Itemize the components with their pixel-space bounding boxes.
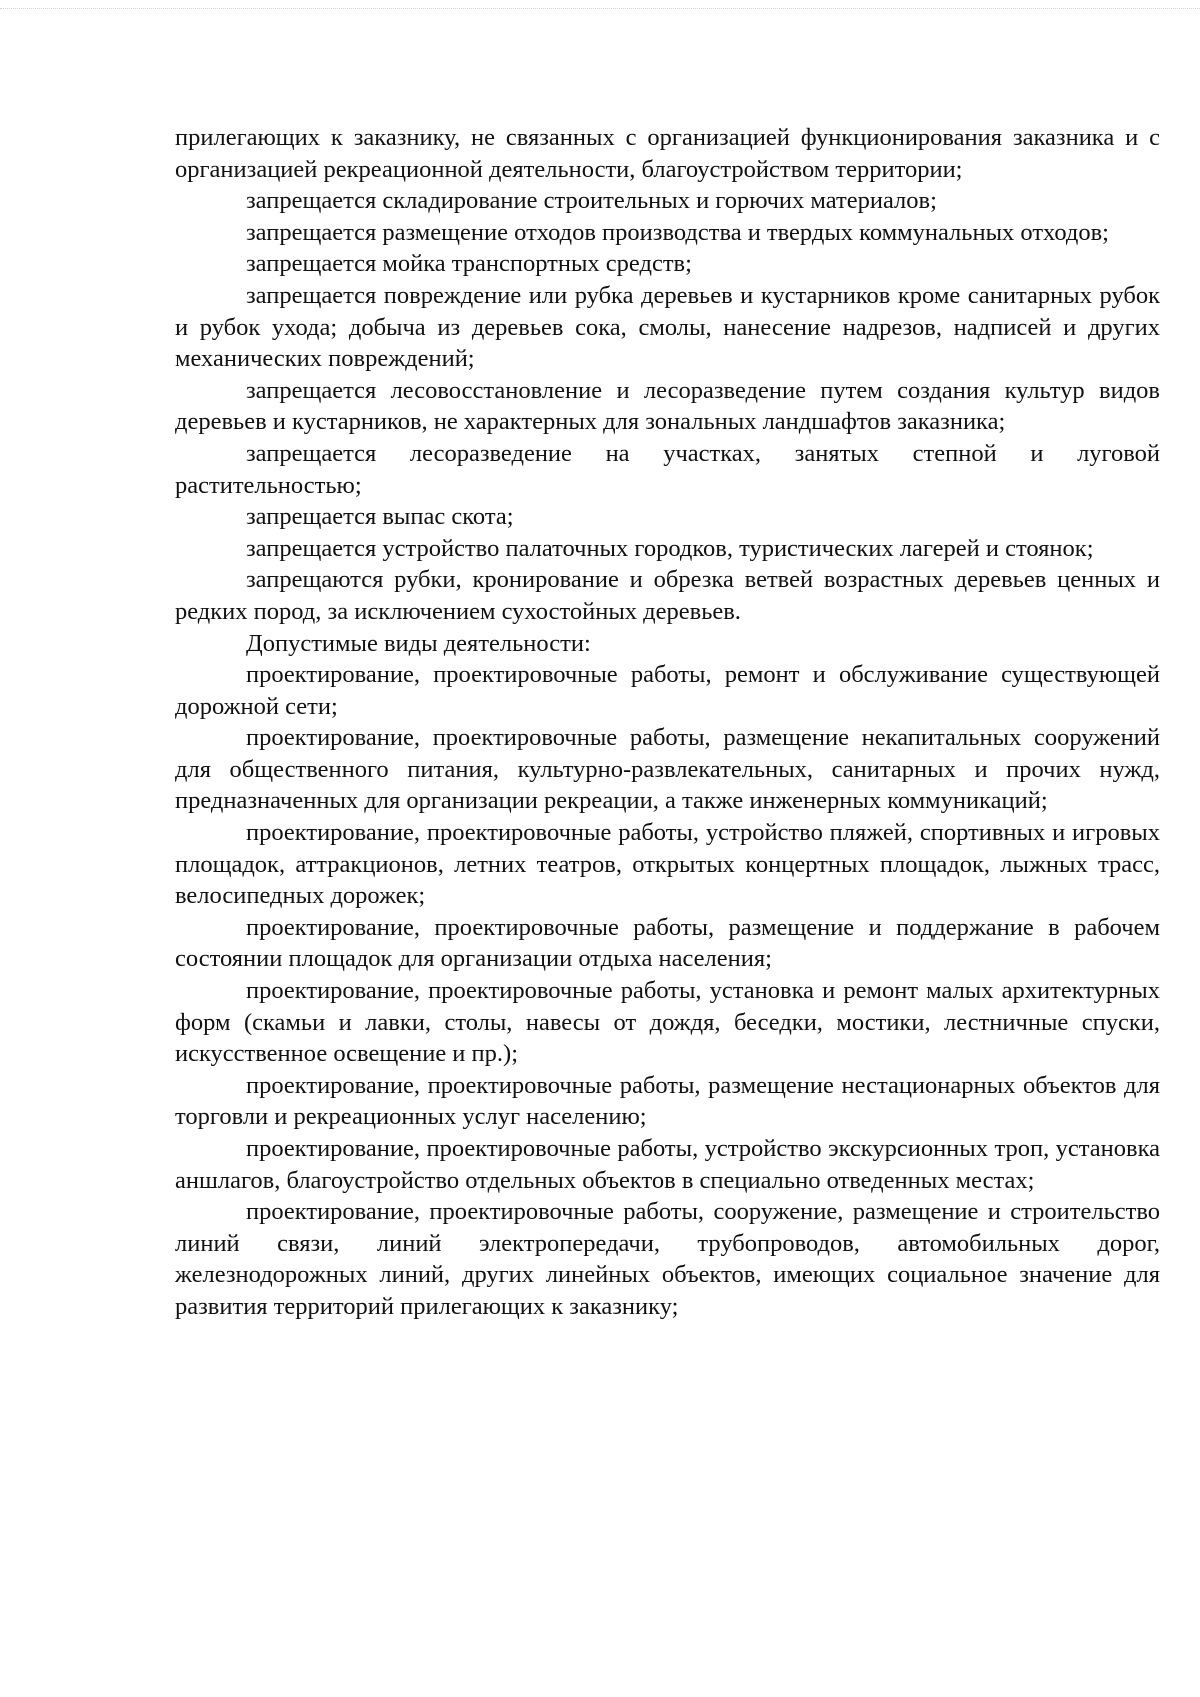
- paragraph-allowed-small-architecture: проектирование, проектировочные работы, установка и ремонт малых архитектурных форм (скамьи и лавки, столы, навесы от дождя, беседки, мостики, лестничные спуски, искусственное освещение и пр.);: [175, 977, 1160, 1068]
- paragraph-prohibition-grazing: запрещается выпас скота;: [246, 503, 514, 531]
- paragraph-allowed-trade-objects: проектирование, проектировочные работы, размещение нестационарных объектов для торговли и рекреационных услуг населению;: [175, 1071, 1160, 1131]
- document-body: [175, 122, 1160, 1323]
- paragraph-prohibition-camps: запрещается устройство палаточных городков, туристических лагерей и стоянок;: [246, 534, 1094, 562]
- paragraph-continuation: прилегающих к заказнику, не связанных с организацией функционирования заказника и с организацией рекреационной деятельности, благоустройством территории;: [175, 124, 1160, 183]
- paragraph-prohibition-reforestation: запрещается лесовосстановление и лесоразведение путем создания культур видов деревьев и кустарников, не характерных для зональных ландшафтов заказника;: [175, 376, 1160, 436]
- paragraph-allowed-recreation-areas: проектирование, проектировочные работы, размещение и поддержание в рабочем состоянии площадок для организации отдыха населения;: [175, 913, 1160, 973]
- paragraph-allowed-excursion-trails: проектирование, проектировочные работы, устройство экскурсионных троп, установка аншлагов, благоустройство отдельных объектов в специально отведенных местах;: [175, 1135, 1160, 1194]
- paragraph-allowed-linear-objects: проектирование, проектировочные работы, сооружение, размещение и строительство линий связи, линий электропередачи, трубопроводов, автомобильных дорог, железнодорожных линий, других линейных объектов, имеющих социальное значение для развития территорий прилегающих к заказнику;: [175, 1198, 1160, 1320]
- paragraph-allowed-beaches-sports: проектирование, проектировочные работы, устройство пляжей, спортивных и игровых площадок, аттракционов, летних театров, открытых концертных площадок, лыжных трасс, велосипедных дорожек;: [175, 819, 1160, 910]
- paragraph-allowed-road-network: проектирование, проектировочные работы, ремонт и обслуживание существующей дорожной сети;: [175, 661, 1160, 720]
- scan-edge-divider: [0, 8, 1200, 9]
- paragraph-prohibition-tree-damage: запрещается повреждение или рубка деревьев и кустарников кроме санитарных рубок и рубок ухода; добыча из деревьев сока, смолы, нанесение надрезов, надписей и других механических повреждений;: [175, 281, 1160, 373]
- paragraph-prohibition-storage: запрещается складирование строительных и горючих материалов;: [246, 187, 937, 215]
- paragraph-allowed-temporary-structures: проектирование, проектировочные работы, размещение некапитальных сооружений для общественного питания, культурно-развлекательных, санитарных и прочих нужд, предназначенных для организации рекреации, а также инженерных коммуникаций;: [175, 724, 1160, 815]
- paragraph-prohibition-waste: запрещается размещение отходов производства и твердых коммунальных отходов;: [246, 218, 1109, 246]
- paragraph-prohibition-pruning: запрещаются рубки, кронирование и обрезка ветвей возрастных деревьев ценных и редких пород, за исключением сухостойных деревьев.: [175, 566, 1160, 625]
- section-heading-allowed-activities: Допустимые виды деятельности:: [246, 629, 591, 657]
- paragraph-prohibition-car-wash: запрещается мойка транспортных средств;: [246, 250, 692, 278]
- paragraph-prohibition-afforestation: запрещается лесоразведение на участках, занятых степной и луговой растительностью;: [175, 439, 1160, 499]
